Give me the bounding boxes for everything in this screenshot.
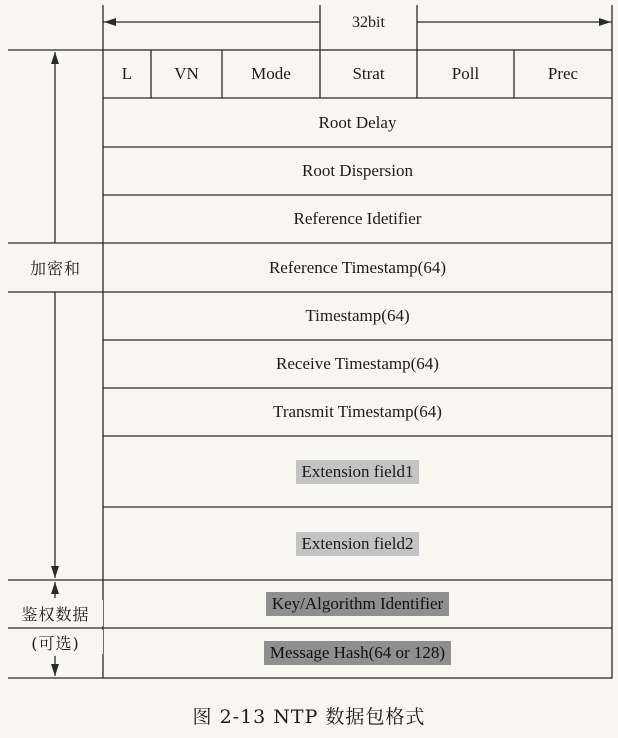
arrowhead-left bbox=[104, 18, 116, 26]
extension-field1-label: Extension field1 bbox=[296, 460, 420, 484]
row-root-delay: Root Delay bbox=[318, 112, 397, 132]
row-reference-identifier: Reference Idetifier bbox=[293, 209, 422, 228]
row-extension-field1 bbox=[103, 436, 612, 507]
arrowhead-down bbox=[51, 664, 59, 676]
field-vn: VN bbox=[174, 64, 199, 83]
figure-caption: 图 2-13 NTP 数据包格式 bbox=[192, 705, 426, 728]
message-hash-label: Message Hash(64 or 128) bbox=[264, 641, 451, 665]
row-receive-timestamp: Receive Timestamp(64) bbox=[276, 354, 439, 373]
key-algorithm-identifier-label: Key/Algorithm Identifier bbox=[266, 592, 449, 616]
row-message-hash bbox=[103, 628, 612, 678]
bit-width-label: 32bit bbox=[322, 10, 415, 36]
auth-data-label: 鉴权数据 bbox=[8, 600, 103, 626]
row-reference-timestamp: Reference Timestamp(64) bbox=[268, 257, 447, 277]
extension-field2-label: Extension field2 bbox=[296, 532, 420, 556]
row-key-algorithm-identifier bbox=[103, 580, 612, 628]
row-root-dispersion: Root Dispersion bbox=[302, 161, 413, 180]
checksum-label: 加密和 bbox=[29, 259, 81, 278]
row-transmit-timestamp: Transmit Timestamp(64) bbox=[273, 402, 442, 421]
arrowhead-up bbox=[51, 52, 59, 64]
arrowhead-right bbox=[599, 18, 611, 26]
arrowhead-down bbox=[51, 566, 59, 578]
row-extension-field2 bbox=[103, 507, 612, 580]
auth-optional-label: (可选) bbox=[8, 630, 103, 654]
field-mode: Mode bbox=[251, 64, 291, 83]
row-timestamp: Timestamp(64) bbox=[305, 306, 410, 325]
field-poll: Poll bbox=[451, 64, 480, 83]
arrowhead-up bbox=[51, 582, 59, 594]
field-prec: Prec bbox=[547, 64, 579, 83]
field-l: L bbox=[121, 64, 133, 83]
field-strat: Strat bbox=[352, 64, 385, 83]
